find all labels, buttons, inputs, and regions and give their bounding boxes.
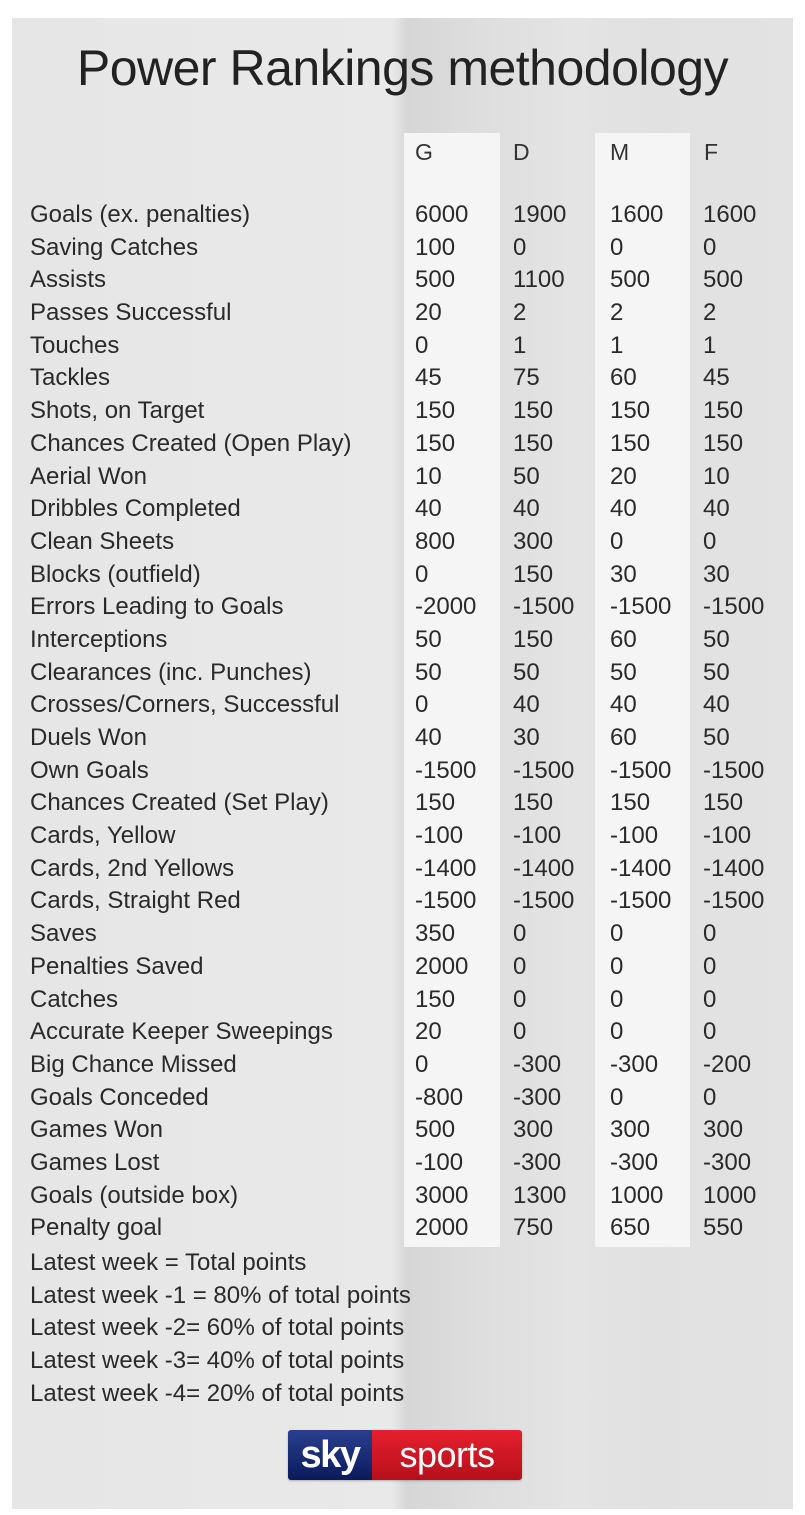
cell-f: -1500 — [703, 593, 765, 621]
row-label: Penalties Saved — [30, 952, 204, 980]
table-row — [30, 853, 790, 886]
table-row — [30, 885, 790, 918]
row-label: Blocks (outfield) — [30, 560, 201, 588]
cell-f: 1000 — [703, 1181, 757, 1209]
cell-m: 60 — [610, 625, 637, 653]
cell-f: 0 — [703, 1018, 717, 1046]
row-label: Penalty goal — [30, 1214, 163, 1242]
cell-g: 150 — [415, 429, 456, 457]
cell-f: -300 — [703, 1148, 752, 1176]
cell-d: -100 — [513, 822, 562, 850]
row-label: Cards, Yellow — [30, 822, 176, 850]
row-label: Chances Created (Open Play) — [30, 429, 352, 457]
row-label: Saving Catches — [30, 233, 199, 261]
table-row — [30, 984, 790, 1017]
table-row — [30, 395, 790, 428]
cell-d: 50 — [513, 658, 540, 686]
cell-g: 40 — [415, 495, 442, 523]
table-row — [30, 1114, 790, 1147]
cell-f: 50 — [703, 658, 730, 686]
cell-d: 40 — [513, 691, 540, 719]
table-row — [30, 526, 790, 559]
row-label: Crosses/Corners, Successful — [30, 691, 340, 719]
cell-f: 0 — [703, 1083, 717, 1111]
cell-d: 1 — [513, 331, 527, 359]
table-row — [30, 493, 790, 526]
cell-m: 0 — [610, 233, 624, 261]
table-row — [30, 722, 790, 755]
cell-m: 500 — [610, 266, 651, 294]
cell-m: 1000 — [610, 1181, 664, 1209]
table-row — [30, 1180, 790, 1213]
cell-d: 0 — [513, 920, 527, 948]
cell-f: 40 — [703, 495, 730, 523]
row-label: Saves — [30, 920, 97, 948]
cell-g: -1400 — [415, 854, 477, 882]
table-row — [30, 461, 790, 494]
table-row — [30, 657, 790, 690]
cell-g: 2000 — [415, 952, 469, 980]
table-row — [30, 1147, 790, 1180]
cell-g: 45 — [415, 364, 442, 392]
cell-g: 3000 — [415, 1181, 469, 1209]
cell-g: 40 — [415, 724, 442, 751]
logo-sports: sports — [372, 1430, 522, 1480]
table-row — [30, 787, 790, 820]
row-label: Tackles — [30, 364, 111, 392]
cell-m: 2 — [610, 299, 624, 327]
table-row — [30, 918, 790, 951]
sky-sports-logo — [288, 1430, 522, 1480]
note-line: Latest week -4= 20% of total points — [30, 1379, 405, 1407]
row-label: Big Chance Missed — [30, 1050, 237, 1078]
row-label: Clearances (inc. Punches) — [30, 658, 312, 686]
cell-f: 45 — [703, 364, 730, 392]
note-line: Latest week -1 = 80% of total points — [30, 1281, 411, 1309]
table-row — [30, 199, 790, 232]
cell-g: 50 — [415, 658, 442, 686]
cell-d: -1500 — [513, 756, 575, 784]
cell-f: 40 — [703, 691, 730, 719]
table-row — [30, 1212, 790, 1245]
table-row — [30, 689, 790, 722]
cell-g: 0 — [415, 691, 429, 719]
cell-f: 150 — [703, 397, 744, 425]
cell-g: 500 — [415, 266, 456, 294]
cell-m: -1400 — [610, 854, 672, 882]
page-title: Power Rankings methodology — [76, 40, 729, 96]
cell-m: 0 — [610, 1018, 624, 1046]
table-row — [30, 330, 790, 363]
cell-d: 1100 — [513, 266, 565, 294]
cell-m: -1500 — [610, 887, 672, 915]
cell-f: 1 — [703, 331, 717, 359]
cell-g: -1500 — [415, 887, 477, 915]
cell-f: 0 — [703, 527, 717, 555]
row-label: Dribbles Completed — [30, 495, 241, 523]
row-label: Goals (outside box) — [30, 1181, 239, 1209]
table-row — [30, 264, 790, 297]
table-row — [30, 820, 790, 853]
cell-d: 750 — [513, 1214, 554, 1242]
cell-d: -1400 — [513, 854, 575, 882]
cell-m: 30 — [610, 560, 637, 588]
cell-d: 150 — [513, 789, 554, 817]
table-row — [30, 232, 790, 265]
points-table — [30, 199, 790, 1245]
cell-g: 6000 — [415, 201, 469, 228]
cell-m: -1500 — [610, 756, 672, 784]
cell-g: 20 — [415, 1018, 442, 1046]
cell-g: -100 — [415, 822, 464, 850]
cell-g: 0 — [415, 331, 429, 359]
cell-m: -300 — [610, 1148, 659, 1176]
cell-g: -1500 — [415, 756, 477, 784]
note-line: Latest week = Total points — [30, 1249, 307, 1276]
cell-d: 30 — [513, 724, 540, 751]
cell-g: -100 — [415, 1148, 464, 1176]
cell-m: -1500 — [610, 593, 672, 621]
cell-d: -1500 — [513, 887, 575, 915]
row-label: Games Lost — [30, 1148, 160, 1176]
cell-m: 0 — [610, 952, 624, 980]
row-label: Goals Conceded — [30, 1083, 209, 1111]
cell-g: 350 — [415, 920, 456, 948]
row-label: Goals (ex. penalties) — [30, 201, 251, 228]
cell-f: 150 — [703, 789, 744, 817]
cell-f: 500 — [703, 266, 744, 294]
cell-f: 0 — [703, 920, 717, 948]
cell-f: 10 — [703, 462, 730, 490]
note-line: Latest week -2= 60% of total points — [30, 1314, 405, 1342]
cell-d: 75 — [513, 364, 540, 392]
cell-f: 0 — [703, 952, 717, 980]
cell-m: 20 — [610, 462, 637, 490]
table-row — [30, 362, 790, 395]
cell-f: 150 — [703, 429, 744, 457]
row-label: Own Goals — [30, 756, 149, 784]
cell-d: 300 — [513, 1116, 554, 1144]
cell-m: 60 — [610, 364, 637, 392]
cell-m: 150 — [610, 789, 651, 817]
table-row — [30, 297, 790, 330]
cell-f: -1400 — [703, 854, 765, 882]
column-header-g: G — [415, 139, 433, 165]
cell-m: 50 — [610, 658, 637, 686]
row-label: Shots, on Target — [30, 397, 205, 425]
cell-m: 0 — [610, 1083, 624, 1111]
logo-sky: sky — [288, 1430, 372, 1480]
table-row — [30, 624, 790, 657]
cell-d: 300 — [513, 527, 554, 555]
cell-g: -800 — [415, 1083, 464, 1111]
cell-g: 10 — [415, 462, 442, 490]
cell-g: 20 — [415, 299, 442, 327]
row-label: Duels Won — [30, 724, 147, 751]
cell-m: 0 — [610, 527, 624, 555]
table-row — [30, 951, 790, 984]
cell-m: 0 — [610, 920, 624, 948]
cell-d: 40 — [513, 495, 540, 523]
cell-g: -2000 — [415, 593, 477, 621]
row-label: Interceptions — [30, 625, 168, 653]
table-row — [30, 1082, 790, 1115]
cell-f: -1500 — [703, 756, 765, 784]
row-label: Accurate Keeper Sweepings — [30, 1018, 333, 1046]
cell-g: 800 — [415, 527, 456, 555]
methodology-panel — [12, 18, 793, 1509]
cell-g: 0 — [415, 1050, 429, 1078]
cell-f: 1600 — [703, 201, 757, 228]
cell-d: -300 — [513, 1083, 562, 1111]
cell-m: -300 — [610, 1050, 659, 1078]
cell-f: 550 — [703, 1214, 744, 1242]
note-line: Latest week -3= 40% of total points — [30, 1347, 405, 1375]
cell-m: 150 — [610, 429, 651, 457]
cell-m: 300 — [610, 1116, 651, 1144]
table-row — [30, 755, 790, 788]
cell-d: -300 — [513, 1050, 562, 1078]
cell-f: -200 — [703, 1050, 752, 1078]
cell-d: 0 — [513, 985, 527, 1013]
cell-d: 1900 — [513, 201, 567, 228]
column-header-d: D — [513, 139, 530, 165]
cell-g: 0 — [415, 560, 429, 588]
table-row — [30, 559, 790, 592]
cell-f: -1500 — [703, 887, 765, 915]
cell-g: 100 — [415, 233, 456, 261]
cell-f: -100 — [703, 822, 752, 850]
table-row — [30, 1049, 790, 1082]
cell-f: 2 — [703, 299, 717, 327]
cell-d: 150 — [513, 429, 554, 457]
cell-d: -300 — [513, 1148, 562, 1176]
cell-d: 150 — [513, 625, 554, 653]
cell-m: 150 — [610, 397, 651, 425]
row-label: Passes Successful — [30, 299, 232, 327]
cell-m: 650 — [610, 1214, 651, 1242]
row-label: Touches — [30, 331, 120, 359]
table-row — [30, 428, 790, 461]
cell-d: 150 — [513, 397, 554, 425]
cell-f: 50 — [703, 625, 730, 653]
cell-m: 1 — [610, 331, 624, 359]
cell-m: 1600 — [610, 201, 664, 228]
cell-d: 1300 — [513, 1181, 567, 1209]
cell-m: 0 — [610, 985, 624, 1013]
row-label: Catches — [30, 985, 119, 1013]
cell-d: 0 — [513, 233, 527, 261]
cell-m: 40 — [610, 495, 637, 523]
weighting-notes — [30, 1247, 411, 1410]
cell-g: 150 — [415, 985, 456, 1013]
row-label: Aerial Won — [30, 462, 147, 490]
cell-d: 50 — [513, 462, 540, 490]
column-header-m: M — [610, 139, 630, 165]
cell-d: -1500 — [513, 593, 575, 621]
table-row — [30, 591, 790, 624]
cell-f: 0 — [703, 985, 717, 1013]
row-label: Chances Created (Set Play) — [30, 789, 329, 817]
row-label: Cards, Straight Red — [30, 887, 241, 915]
row-label: Games Won — [30, 1116, 163, 1144]
cell-m: 40 — [610, 691, 637, 719]
cell-g: 150 — [415, 789, 456, 817]
cell-g: 500 — [415, 1116, 456, 1144]
cell-g: 50 — [415, 625, 442, 653]
row-label: Assists — [30, 266, 107, 294]
row-label: Errors Leading to Goals — [30, 593, 284, 621]
column-header-f: F — [704, 139, 719, 165]
cell-m: -100 — [610, 822, 659, 850]
cell-d: 150 — [513, 560, 554, 588]
cell-d: 0 — [513, 1018, 527, 1046]
cell-f: 0 — [703, 233, 717, 261]
row-label: Clean Sheets — [30, 527, 175, 555]
cell-m: 60 — [610, 724, 637, 751]
cell-f: 30 — [703, 560, 730, 588]
cell-f: 50 — [703, 724, 730, 751]
cell-g: 2000 — [415, 1214, 469, 1242]
table-row — [30, 1016, 790, 1049]
cell-d: 0 — [513, 952, 527, 980]
cell-d: 2 — [513, 299, 527, 327]
cell-g: 150 — [415, 397, 456, 425]
cell-f: 300 — [703, 1116, 744, 1144]
row-label: Cards, 2nd Yellows — [30, 854, 235, 882]
